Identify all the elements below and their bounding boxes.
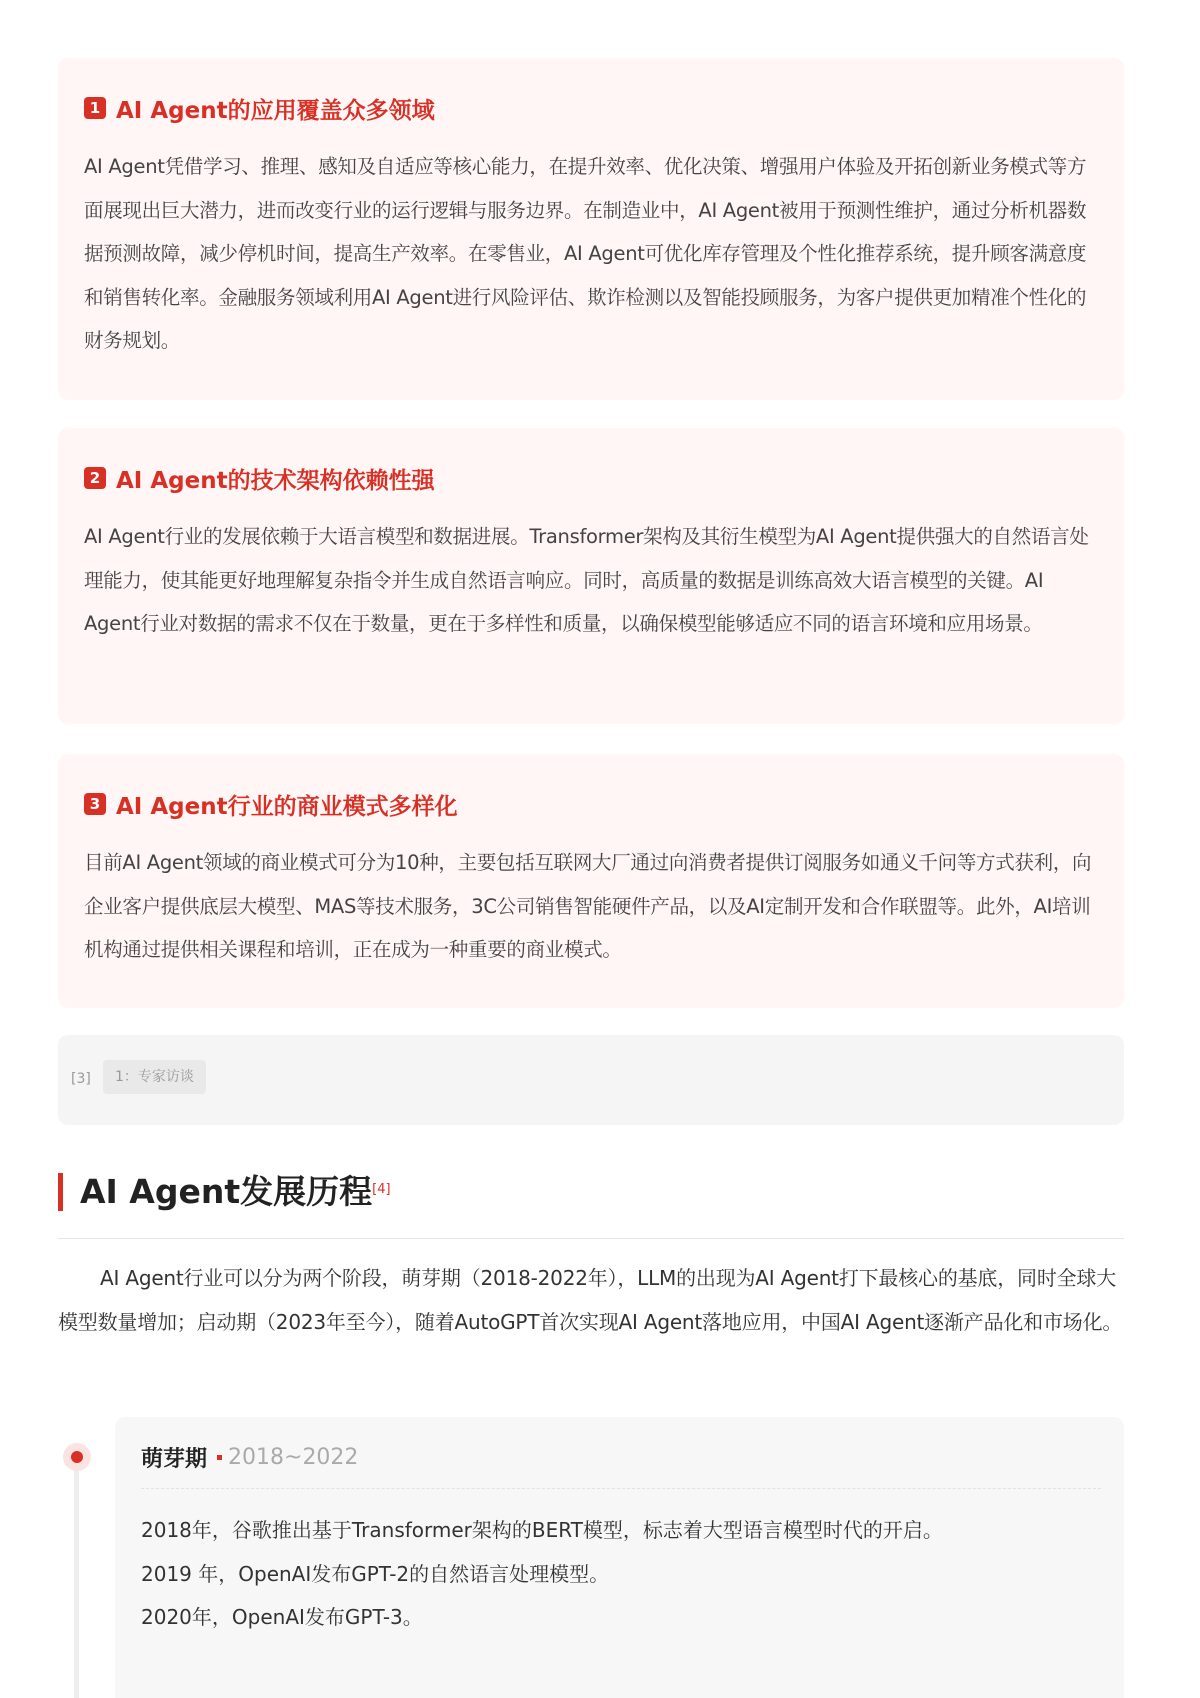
card-title-2 xyxy=(84,461,1124,495)
section-title xyxy=(80,1170,391,1214)
section-intro-paragraph: AI Agent行业可以分为两个阶段，萌芽期（2018-2022年），LLM的出现为AI Agent打下最核心的基底，同时全球大模型数量增加；启动期（2023年至今），随着AutoGPT首次实现AI Agent落地应用，中国AI Agent逐渐产品化和市场化。 xyxy=(58,1266,1123,1334)
section-accent-bar xyxy=(58,1173,63,1211)
card-title-3 xyxy=(84,787,1124,821)
timeline-stage-card xyxy=(115,1417,1124,1698)
card-title-text-2: AI Agent的技术架构依赖性强 xyxy=(116,467,435,494)
stage-event-item: 2020年，OpenAI发布GPT-3。 xyxy=(141,1605,423,1629)
reference-box xyxy=(58,1035,1124,1125)
card-body-1: AI Agent凭借学习、推理、感知及自适应等核心能力，在提升效率、优化决策、增强用户体验及开拓创新业务模式等方面展现出巨大潜力，进而改变行业的运行逻辑与服务边界。在制造业中，AI Agent被用于预测性维护，通过分析机器数据预测故障，减少停机时间，提高生产效率。在零售业，AI Agent可优化库存管理及个性化推荐系统，提升顾客满意度和销售转化率。金融服务领域利用AI Agent进行风险评估、欺诈检测以及智能投顾服务，为客户提供更加精准个性化的财务规划。 xyxy=(84,155,1087,352)
timeline-dot-icon xyxy=(63,1443,91,1471)
timeline-line xyxy=(74,1460,79,1698)
section-title-text: AI Agent发展历程 xyxy=(80,1172,373,1211)
feature-card-2 xyxy=(58,428,1124,724)
stage-header xyxy=(141,1439,358,1475)
card-title-text-3: AI Agent行业的商业模式多样化 xyxy=(116,793,458,820)
card-title-1 xyxy=(84,91,1124,125)
reference-index[interactable]: [3] xyxy=(71,1071,91,1087)
feature-card-1 xyxy=(58,58,1124,400)
stage-separator-icon xyxy=(217,1455,222,1460)
stage-name: 萌芽期 xyxy=(141,1446,208,1472)
stage-divider xyxy=(141,1488,1101,1489)
stage-event-item: 2018年，谷歌推出基于Transformer架构的BERT模型，标志着大型语言模型时代的开启。 xyxy=(141,1518,943,1542)
section-header xyxy=(58,1170,1124,1239)
feature-card-3 xyxy=(58,754,1124,1008)
stage-event-list xyxy=(141,1509,1101,1640)
card-title-text-1: AI Agent的应用覆盖众多领域 xyxy=(116,97,435,124)
number-badge-3: 3 xyxy=(84,793,106,815)
number-badge-2: 2 xyxy=(84,467,106,489)
section-citation-link[interactable]: [4] xyxy=(372,1182,391,1197)
number-badge-1: 1 xyxy=(84,97,106,119)
card-body-2: AI Agent行业的发展依赖于大语言模型和数据进展。Transformer架构及其衍生模型为AI Agent提供强大的自然语言处理能力，使其能更好地理解复杂指令并生成自然语言响应。同时，高质量的数据是训练高效大语言模型的关键。AI Agent行业对数据的需求不仅在于数量，更在于多样性和质量，以确保模型能够适应不同的语言环境和应用场景。 xyxy=(84,525,1089,635)
stage-event-item: 2019 年，OpenAI发布GPT-2的自然语言处理模型。 xyxy=(141,1561,610,1586)
card-body-3: 目前AI Agent领域的商业模式可分为10种，主要包括互联网大厂通过向消费者提供订阅服务如通义千问等方式获利，向企业客户提供底层大模型、MAS等技术服务，3C公司销售智能硬件产品，以及AI定制开发和合作联盟等。此外，AI培训机构通过提供相关课程和培训，正在成为一种重要的商业模式。 xyxy=(84,851,1092,961)
stage-years: 2018~2022 xyxy=(228,1444,359,1470)
reference-source-tag[interactable]: 1：专家访谈 xyxy=(103,1060,206,1094)
